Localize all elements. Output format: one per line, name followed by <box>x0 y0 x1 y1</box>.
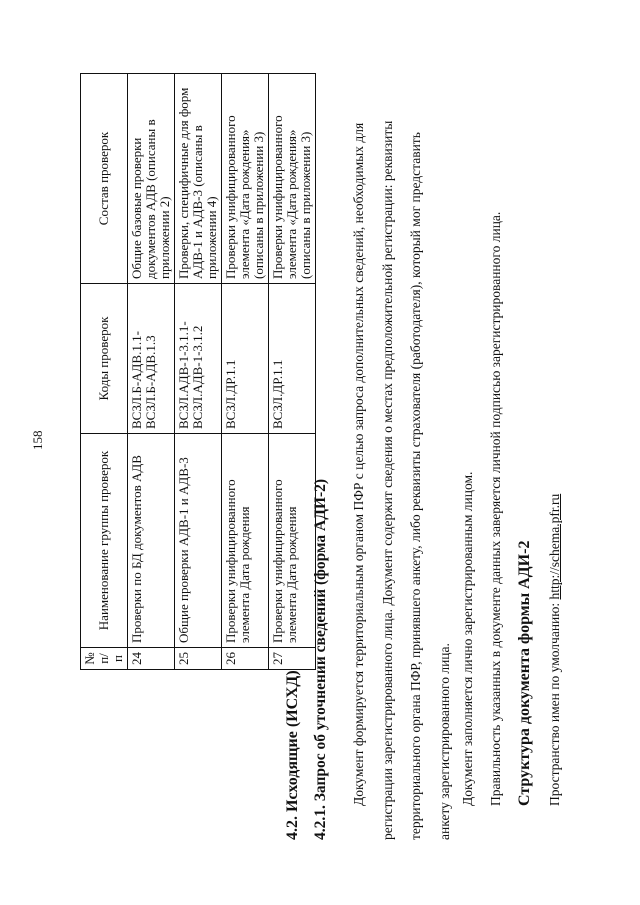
paragraph-line: Документ формируется территориальным органом ПФР с целью запроса дополнительных сведений, необходимых для <box>351 122 366 806</box>
namespace-link[interactable]: http://schema.pfr.ru <box>547 493 562 600</box>
row-number: 27 <box>269 648 316 670</box>
namespace-label: Пространство имен по умолчанию: <box>547 599 562 806</box>
row-codes: ВСЗЛ.Б-АДВ.1.1-ВСЗЛ.Б-АДВ.1.3 <box>128 284 175 434</box>
row-number: 26 <box>222 648 269 670</box>
row-number: 25 <box>175 648 222 670</box>
row-group-name: Проверки унифицированного элемента Дата рождения <box>269 434 316 648</box>
description-paragraph <box>345 50 459 840</box>
subsection-heading: 4.2.1. Запрос об уточнении сведений (форма АДИ-2) <box>312 478 329 840</box>
table-row <box>128 74 175 670</box>
table-row <box>222 74 269 670</box>
row-group-name: Проверки по БД документов АДВ <box>128 434 175 648</box>
table-header-row <box>81 74 128 670</box>
row-content: Общие базовые проверки документов АДВ (описаны в приложении 2) <box>128 74 175 284</box>
column-header-codes: Коды проверок <box>81 284 128 434</box>
table-row <box>175 74 222 670</box>
checks-table <box>80 73 316 670</box>
paragraph-line: регистрации зарегистрированного лица. Документ содержит сведения о местах предположительной регистрации: реквизиты <box>379 120 395 840</box>
page-number: 158 <box>30 430 45 450</box>
rotated-content <box>0 30 620 890</box>
row-content: Проверки, специфичные для форм АДВ-1 и АДВ-3 (описаны в приложении 4) <box>175 74 222 284</box>
row-number: 24 <box>128 648 175 670</box>
table-row <box>269 74 316 670</box>
structure-heading: Структура документа формы АДИ-2 <box>516 540 533 806</box>
row-content: Проверки унифицированного элемента «Дата рождения» (описаны в приложении 3) <box>222 74 269 284</box>
paragraph-line: территориального органа ПФР, принявшего анкету, либо реквизиты страхователя (работодателя), который мог представить <box>408 132 423 840</box>
column-header-content: Состав проверок <box>81 74 128 284</box>
column-header-number: № п/п <box>81 648 128 670</box>
row-group-name: Общие проверки АДВ-1 и АДВ-3 <box>175 434 222 648</box>
section-heading: 4.2. Исходящие (ИСХД) <box>284 670 301 840</box>
paragraph-line: анкету зарегистрированного лица. <box>436 643 452 840</box>
fill-in-paragraph: Документ заполняется лично зарегистрированным лицом. <box>460 471 475 806</box>
row-group-name: Проверки унифицированного элемента Дата рождения <box>222 434 269 648</box>
column-header-group-name: Наименование группы проверок <box>81 434 128 648</box>
signature-paragraph: Правильность указанных в документе данных заверяется личной подписью зарегистрированного лица. <box>488 211 503 806</box>
namespace-line <box>547 494 563 806</box>
row-codes: ВСЗЛ.АДВ-1-3.1.1-ВСЗЛ.АДВ-1-3.1.2 <box>175 284 222 434</box>
row-codes: ВСЗЛ.ДР.1.1 <box>222 284 269 434</box>
row-codes: ВСЗЛ.ДР.1.1 <box>269 284 316 434</box>
row-content: Проверки унифицированного элемента «Дата рождения» (описаны в приложении 3) <box>269 74 316 284</box>
